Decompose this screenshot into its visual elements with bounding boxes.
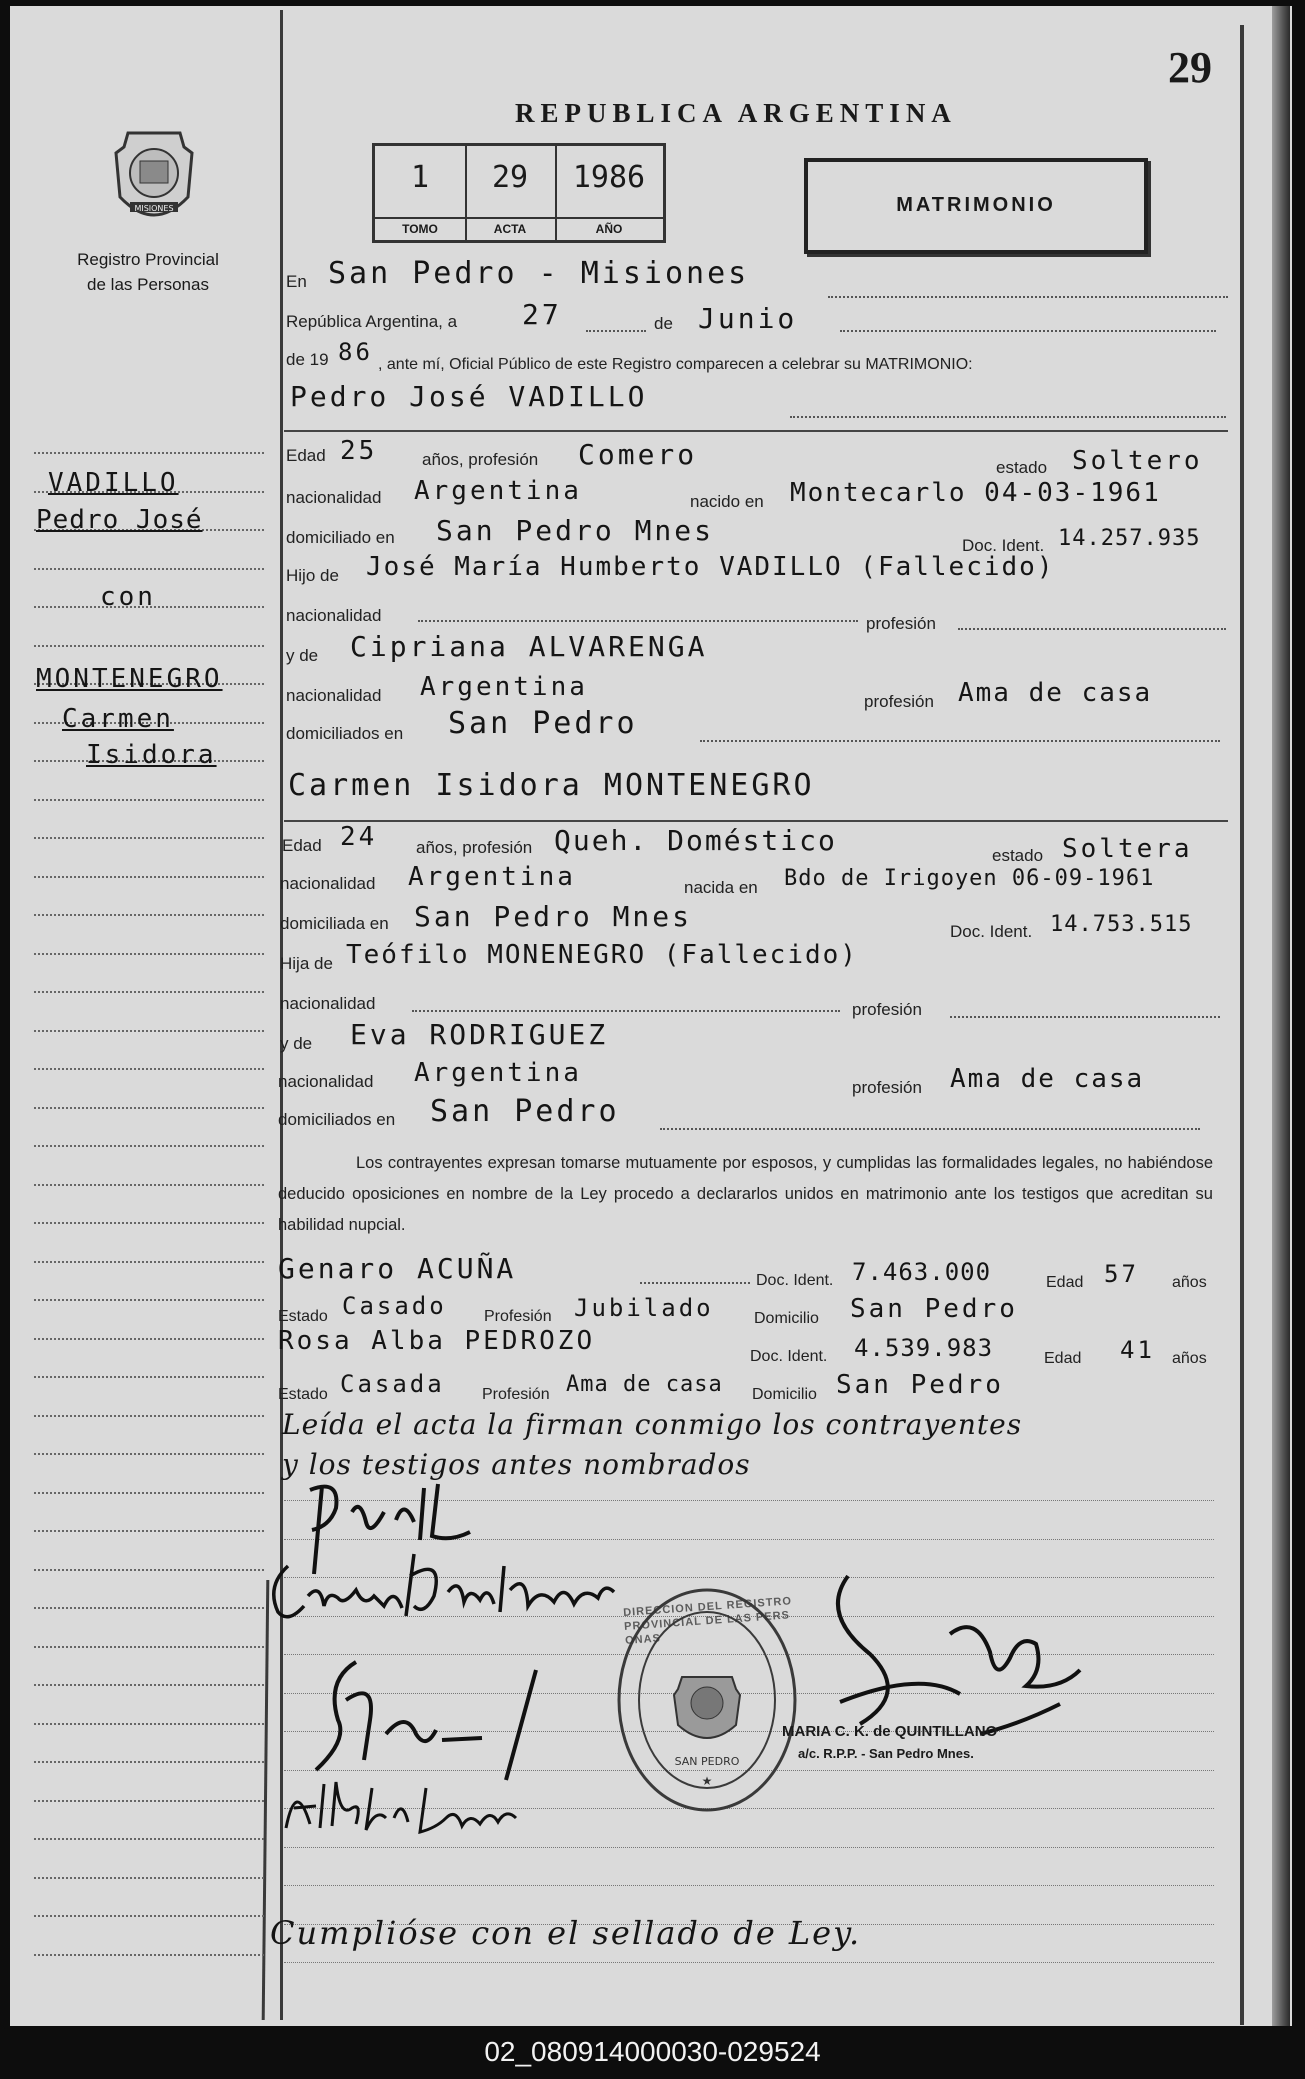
margin-rule-line [34, 1107, 264, 1109]
margin-rule-line [34, 1261, 264, 1263]
margin-rule-line [34, 1646, 264, 1648]
groom-age: 25 [340, 436, 378, 466]
bride-father: Teófilo MONENEGRO (Fallecido) [346, 940, 858, 970]
registry-name-line2: de las Personas [87, 275, 209, 294]
margin-rule-line [34, 1569, 264, 1571]
label-yde-groom: y de [286, 646, 319, 665]
record-type: MATRIMONIO [896, 194, 1056, 216]
witness2-age: 41 [1120, 1336, 1155, 1364]
acta-value: 29 [491, 160, 529, 195]
margin-rule-line [34, 1299, 264, 1301]
bride-mother: Eva RODRIGUEZ [350, 1018, 609, 1051]
margin-rule-line [34, 1723, 264, 1725]
label-anios-prof-groom: años, profesión [422, 450, 539, 469]
margin-rule-line [34, 1915, 264, 1917]
bride-parents-address: San Pedro [430, 1094, 620, 1129]
label-dom-w1: Domicilio [754, 1310, 819, 1327]
label-doc-w2: Doc. Ident. [750, 1348, 828, 1365]
bride-status: Soltera [1062, 834, 1193, 864]
label-domiciliado: domiciliado en [286, 528, 395, 547]
bride-mother-profession: Ama de casa [950, 1064, 1145, 1094]
binding-line [1240, 25, 1244, 2025]
label-prof-mother-bride: profesión [852, 1078, 922, 1097]
label-edad-w2: Edad [1044, 1350, 1082, 1367]
label-republica: República Argentina, a [286, 312, 458, 331]
label-dom-w2: Domicilio [752, 1386, 817, 1403]
year-value: 86 [338, 338, 373, 366]
anio-label: AÑO [555, 217, 663, 236]
groom-status: Soltero [1072, 446, 1203, 476]
bride-profession: Queh. Doméstico [554, 824, 837, 857]
label-domiciliados-groom: domiciliados en [286, 724, 404, 743]
tomo-value: 1 [410, 160, 430, 195]
country-title: REPUBLICA ARGENTINA [515, 98, 957, 128]
stamp-note: Cumplióse con el sellado de Ley. [270, 1914, 862, 1952]
margin-surname-bride: MONTENEGRO [36, 664, 223, 694]
provincial-coat-of-arms-icon [108, 125, 200, 237]
witness2-status: Casada [340, 1370, 445, 1398]
bride-name: Carmen Isidora MONTENEGRO [288, 768, 815, 803]
anio-cell [555, 146, 663, 240]
bride-birth: Bdo de Irigoyen 06-09-1961 [784, 866, 1155, 891]
place-value: San Pedro - Misiones [328, 256, 750, 291]
record-type-box [804, 158, 1148, 254]
margin-rule-line [34, 953, 264, 955]
month-value: Junio [698, 302, 798, 335]
margin-rule-line [34, 1607, 264, 1609]
body-rule-line [284, 1962, 1214, 1963]
label-doc-groom: Doc. Ident. [962, 536, 1045, 555]
margin-rule-line [34, 1453, 264, 1455]
signature-witness2 [276, 1768, 526, 1838]
groom-mother-nationality: Argentina [420, 672, 588, 702]
margin-name-bride: Carmen [62, 704, 174, 734]
margin-rule-line [34, 1838, 264, 1840]
bride-mother-nationality: Argentina [414, 1058, 582, 1088]
margin-rule-line [34, 1877, 264, 1879]
day-value: 27 [522, 298, 562, 331]
margin-rule-line [34, 1492, 264, 1494]
label-nac-mother-groom: nacionalidad [286, 686, 382, 705]
tomo-cell [375, 146, 467, 240]
label-prof-father-bride: profesión [852, 1000, 922, 1019]
label-de-month: de [654, 314, 673, 333]
label-hija: Hija de [280, 954, 333, 973]
body-rule-line [284, 1847, 1214, 1848]
label-nac-groom: nacionalidad [286, 488, 382, 507]
margin-name-groom: Pedro José [36, 505, 203, 535]
label-ante: , ante mí, Oficial Público de este Registro comparecen a celebrar su MATRIMONIO: [378, 356, 973, 373]
svg-text:★: ★ [701, 1774, 713, 1788]
witness1-name: Genaro ACUÑA [278, 1252, 517, 1285]
groom-parents-address: San Pedro [448, 706, 638, 741]
margin-rule-line [34, 1415, 264, 1417]
label-prof-father-groom: profesión [866, 614, 936, 633]
registry-box [372, 143, 666, 243]
seal-ring-text: DIRECCION DEL REGISTRO PROVINCIAL DE LAS PERSONAS [622, 1595, 793, 1647]
witness2-domicile: San Pedro [836, 1370, 1004, 1400]
groom-mother: Cipriana ALVARENGA [350, 630, 708, 663]
margin-name2-bride: Isidora [86, 740, 217, 770]
groom-name: Pedro José VADILLO [290, 380, 648, 413]
anio-value: 1986 [572, 160, 646, 195]
margin-rule-line [34, 1954, 264, 1956]
witness1-profession: Jubilado [574, 1294, 714, 1322]
official-name: MARIA C. K. de QUINTILLANO [782, 1723, 998, 1740]
emblem-text: MISIONES [134, 204, 174, 213]
label-nacido: nacido en [690, 492, 764, 511]
label-estado-w2: Estado [278, 1386, 328, 1403]
witness2-profession: Ama de casa [566, 1372, 723, 1397]
margin-rule-line [34, 1530, 264, 1532]
label-estado-groom: estado [996, 458, 1048, 477]
label-nac-father-groom: nacionalidad [286, 606, 382, 625]
margin-rule-line [34, 914, 264, 916]
bride-address: San Pedro Mnes [414, 900, 693, 933]
margin-rule-line [34, 1338, 264, 1340]
margin-rule-line [34, 1800, 264, 1802]
margin-rule-line [34, 1761, 264, 1763]
label-de-19: de 19 [286, 350, 329, 369]
label-doc-w1: Doc. Ident. [756, 1272, 834, 1289]
acta-label: ACTA [465, 217, 555, 236]
groom-doc: 14.257.935 [1058, 526, 1201, 551]
label-yde-bride: y de [280, 1034, 313, 1053]
margin-rule-line [34, 1222, 264, 1224]
groom-birth: Montecarlo 04-03-1961 [790, 478, 1161, 508]
official-title: a/c. R.P.P. - San Pedro Mnes. [798, 1746, 974, 1761]
groom-father: José María Humberto VADILLO (Fallecido) [366, 552, 1055, 582]
label-domiciliada: domiciliada en [280, 914, 389, 933]
groom-nationality: Argentina [414, 476, 582, 506]
witness2-name: Rosa Alba PEDROZO [278, 1326, 596, 1356]
margin-rule-line [34, 1145, 264, 1147]
footer-id: 02_080914000030-029524 [484, 2036, 821, 2067]
label-prof-w1: Profesión [484, 1308, 552, 1325]
bride-doc: 14.753.515 [1050, 912, 1193, 937]
groom-profession: Comero [578, 438, 698, 471]
registry-name [48, 247, 248, 297]
label-doc-bride: Doc. Ident. [950, 922, 1033, 941]
witness1-status: Casado [342, 1292, 447, 1320]
binding-edge [1272, 6, 1290, 2026]
margin-rule [280, 10, 283, 2020]
margin-rule-line [34, 991, 264, 993]
label-hijo: Hijo de [286, 566, 339, 585]
label-prof-w2: Profesión [482, 1386, 550, 1403]
margin-rule-line [34, 1684, 264, 1686]
label-nac-mother-bride: nacionalidad [278, 1072, 374, 1091]
margin-rule-line [34, 876, 264, 878]
groom-address: San Pedro Mnes [436, 514, 715, 547]
witness1-doc: 7.463.000 [852, 1258, 992, 1286]
margin-surname-groom: VADILLO [48, 468, 179, 498]
page-number: 29 [1168, 43, 1212, 92]
body-rule-line [284, 1885, 1214, 1886]
witness1-age: 57 [1104, 1260, 1139, 1288]
label-anios-prof-bride: años, profesión [416, 838, 533, 857]
bride-nationality: Argentina [408, 862, 576, 892]
margin-rule-line [34, 645, 264, 647]
label-edad-w1: Edad [1046, 1274, 1084, 1291]
margin-rule-line [34, 1030, 264, 1032]
label-estado-bride: estado [992, 846, 1044, 865]
witness2-doc: 4.539.983 [854, 1334, 994, 1362]
margin-rule-line [34, 1376, 264, 1378]
bride-age: 24 [340, 822, 378, 852]
registry-name-line1: Registro Provincial [77, 250, 219, 269]
label-anios-w2: años [1172, 1350, 1207, 1367]
seal-center-text: SAN PEDRO [674, 1755, 740, 1768]
margin-rule-line [34, 452, 264, 454]
closing-line2: y los testigos antes nombrados [282, 1448, 751, 1481]
margin-rule-line [34, 1068, 264, 1070]
label-nac-bride: nacionalidad [280, 874, 376, 893]
margin-con: con [100, 582, 156, 612]
label-nac-father-bride: nacionalidad [280, 994, 376, 1013]
declaration-paragraph: Los contrayentes expresan tomarse mutuamente por esposos, y cumplidas las formalidades legales, no habiéndose deducido oposiciones en nombre de la Ley procedo a declararlos unidos en matrimonio ante los testigos que acreditan su habilidad nupcial. [278, 1154, 1213, 1234]
closing-line1: Leída el acta la firman conmigo los contrayentes [282, 1408, 1023, 1441]
label-anios-w1: años [1172, 1274, 1207, 1291]
label-edad-groom: Edad [286, 446, 326, 465]
margin-rule-line [34, 799, 264, 801]
witness1-domicile: San Pedro [850, 1294, 1018, 1324]
margin-rule-line [34, 1184, 264, 1186]
label-en: En [286, 272, 307, 291]
signature-bride [264, 1546, 634, 1636]
margin-rule-line [34, 568, 264, 570]
label-estado-w1: Estado [278, 1308, 328, 1325]
official-block [782, 1723, 997, 1761]
tomo-label: TOMO [375, 217, 465, 236]
label-prof-mother-groom: profesión [864, 692, 934, 711]
label-nacida: nacida en [684, 878, 758, 897]
groom-mother-profession: Ama de casa [958, 678, 1153, 708]
label-edad-bride: Edad [282, 836, 322, 855]
label-domiciliados-bride: domiciliados en [278, 1110, 396, 1129]
margin-rule-line [34, 837, 264, 839]
acta-cell [465, 146, 557, 240]
